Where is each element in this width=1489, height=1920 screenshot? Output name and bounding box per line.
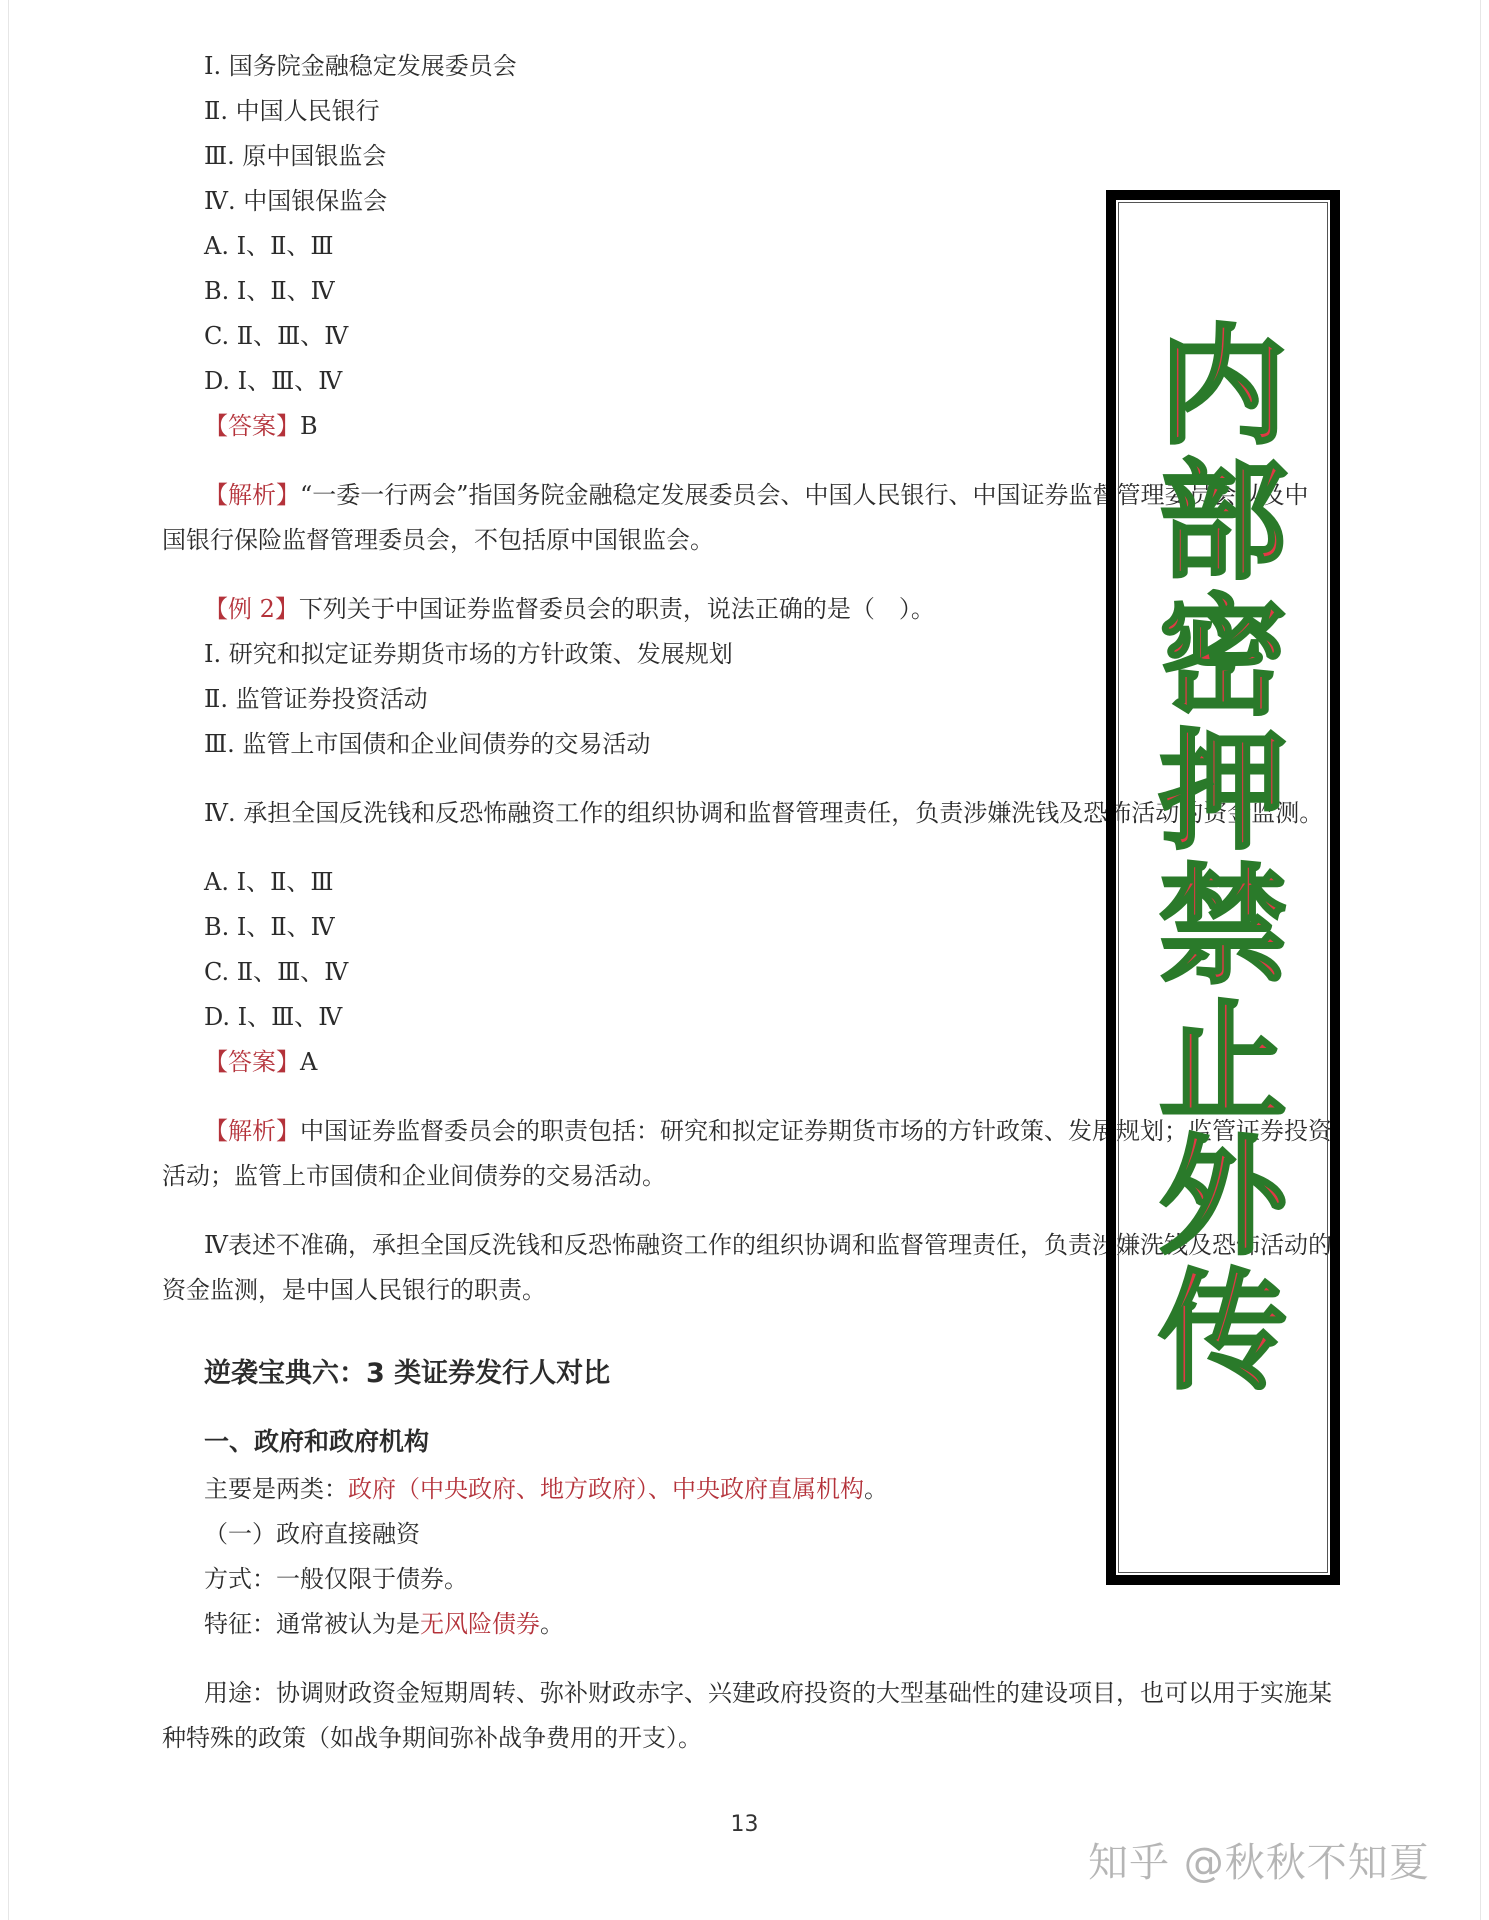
q1-item: Ⅱ. 中国人民银行 [204, 97, 380, 125]
main-highlight: 中央政府直属机构 [672, 1475, 864, 1503]
q1-option: A. Ⅰ、Ⅱ、Ⅲ [204, 232, 334, 260]
stamp-text [1116, 313, 1330, 1407]
section-subtitle: 一、政府和政府机构 [204, 1427, 430, 1456]
q2-option: C. Ⅱ、Ⅲ、Ⅳ [204, 958, 349, 986]
stamp-char: 押 [1158, 718, 1287, 867]
q2-item: Ⅰ. 研究和拟定证券期货市场的方针政策、发展规划 [204, 640, 733, 668]
section-feature [162, 1602, 1332, 1647]
stamp-char: 部 [1158, 448, 1287, 597]
analysis-text: “一委一行两会”指国务院金融稳定发展委员会、中国人民银行、中国证券监督管理委员会以及中国银行保险监督管理委员会，不包括原中国银监会。 [162, 481, 1309, 554]
stamp-char: 止 [1158, 988, 1287, 1137]
answer-tag: 【答案】 [204, 1048, 300, 1076]
main-highlight: 政府（中央政府、地方政府） [348, 1475, 648, 1503]
q2-option: B. Ⅰ、Ⅱ、Ⅳ [204, 913, 335, 941]
q2-option: D. Ⅰ、Ⅲ、Ⅳ [204, 1003, 343, 1031]
section-title: 逆袭宝典六：3 类证券发行人对比 [204, 1358, 611, 1389]
stamp-char: 密 [1158, 583, 1287, 732]
feature-highlight: 无风险债券 [420, 1610, 540, 1638]
example-tag: 【例 2】 [204, 595, 299, 623]
q1-option: B. Ⅰ、Ⅱ、Ⅳ [204, 277, 335, 305]
stamp-char: 传 [1158, 1258, 1287, 1407]
question-text: 下列关于中国证券监督委员会的职责，说法正确的是（ ）。 [298, 595, 935, 623]
answer-value: B [300, 412, 318, 440]
feature-prefix: 特征：通常被认为是 [204, 1610, 420, 1638]
analysis-tag: 【解析】 [204, 1117, 300, 1145]
main-sep: 、 [648, 1475, 672, 1503]
stamp-char: 禁 [1158, 853, 1287, 1002]
stamp-char: 外 [1158, 1123, 1287, 1272]
q2-item: Ⅲ. 监管上市国债和企业间债券的交易活动 [204, 730, 651, 758]
analysis-text: 中国证券监督委员会的职责包括：研究和拟定证券期货市场的方针政策、发展规划；监管证券投资活动；监管上市国债和企业间债券的交易活动。 [162, 1117, 1332, 1190]
section-sub1: （一）政府直接融资 [204, 1520, 420, 1548]
q1-option: C. Ⅱ、Ⅲ、Ⅳ [204, 322, 349, 350]
q1-item: Ⅳ. 中国银保监会 [204, 187, 388, 215]
answer-tag: 【答案】 [204, 412, 300, 440]
zhihu-watermark: 知乎 @秋秋不知夏 [1088, 1840, 1430, 1886]
page-number: 13 [730, 1812, 759, 1837]
q1-item: Ⅰ. 国务院金融稳定发展委员会 [204, 52, 517, 80]
q1-option: D. Ⅰ、Ⅲ、Ⅳ [204, 367, 343, 395]
q2-analysis-note: Ⅳ表述不准确，承担全国反洗钱和反恐怖融资工作的组织协调和监督管理责任，负责涉嫌洗钱及恐怖活动的资金监测，是中国人民银行的职责。 [162, 1231, 1332, 1304]
stamp-char: 内 [1158, 313, 1287, 462]
main-prefix: 主要是两类： [204, 1475, 348, 1503]
main-end: 。 [864, 1475, 888, 1503]
confidential-stamp [1106, 190, 1340, 1585]
q2-item: Ⅱ. 监管证券投资活动 [204, 685, 428, 713]
q2-item: Ⅳ. 承担全国反洗钱和反恐怖融资工作的组织协调和监督管理责任，负责涉嫌洗钱及恐怖活动的资金监测。 [204, 799, 1324, 827]
q2-option: A. Ⅰ、Ⅱ、Ⅲ [204, 868, 334, 896]
feature-end: 。 [540, 1610, 564, 1638]
analysis-tag: 【解析】 [204, 481, 300, 509]
section-method: 方式：一般仅限于债券。 [204, 1565, 468, 1593]
answer-value: A [300, 1048, 318, 1076]
q1-item: Ⅲ. 原中国银监会 [204, 142, 387, 170]
section-usage: 用途：协调财政资金短期周转、弥补财政赤字、兴建政府投资的大型基础性的建设项目，也可以用于实施某种特殊的政策（如战争期间弥补战争费用的开支）。 [162, 1679, 1332, 1752]
